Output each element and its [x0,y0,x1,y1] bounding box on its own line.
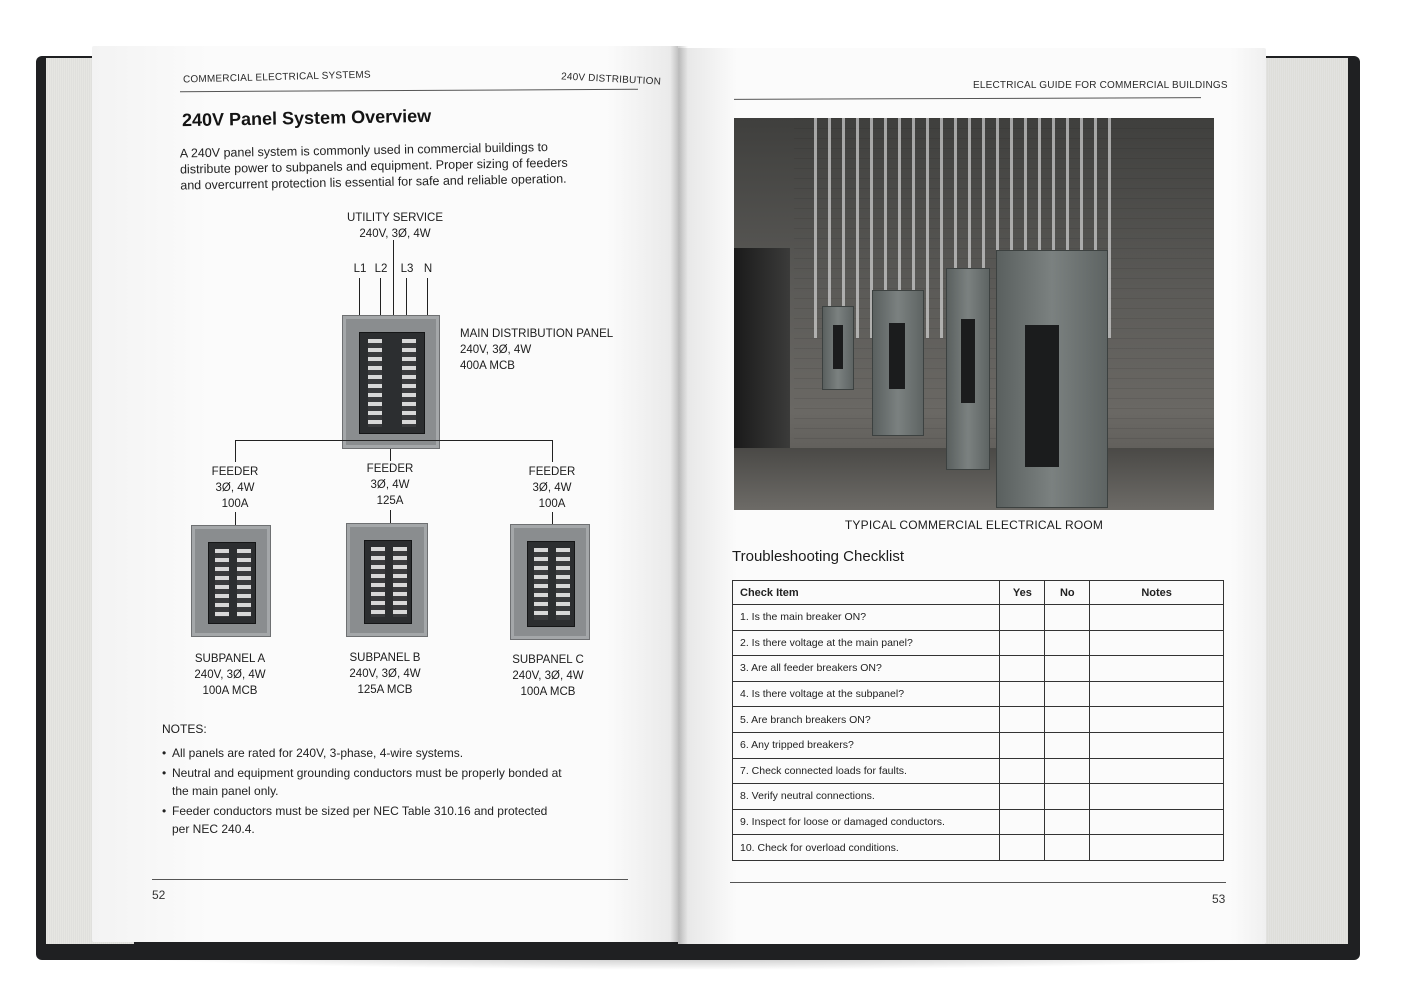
check-item-cell: 4. Is there voltage at the subpanel? [733,681,1000,707]
no-cell[interactable] [1045,707,1090,733]
line-label-n: N [423,263,433,275]
subpanel-c-icon [510,524,590,640]
page-number-left: 52 [152,888,166,902]
wire-sub-a [235,512,236,525]
check-item-cell: 8. Verify neutral connections. [733,784,1000,810]
yes-cell[interactable] [1000,656,1045,682]
yes-cell[interactable] [1000,605,1045,631]
table-row [733,784,1224,810]
yes-cell[interactable] [1000,681,1045,707]
yes-cell[interactable] [1000,784,1045,810]
feeder-c-spec: 3Ø, 4W [532,482,572,494]
subpanel-c-rating: 240V, 3Ø, 4W [512,670,584,682]
subpanel-c-breaker: 100A MCB [520,686,576,698]
note-item: • Neutral and equipment grounding conductors must be properly bonded at the main panel only. [162,764,562,800]
wire-l3 [406,278,407,316]
check-item-cell: 7. Check connected loads for faults. [733,758,1000,784]
feeder-drop-a [235,440,236,462]
main-panel-breaker: 400A MCB [460,360,515,372]
line-label-l3: L3 [400,263,414,275]
notes-heading: NOTES: [162,722,207,736]
no-cell[interactable] [1045,681,1090,707]
subpanel-a-icon [191,525,271,637]
no-cell[interactable] [1045,784,1090,810]
check-item-cell: 9. Inspect for loose or damaged conductors. [733,809,1000,835]
main-distribution-panel-icon [342,315,440,449]
header-notes: Notes [1090,581,1224,605]
page-title: 240V Panel System Overview [181,105,432,131]
notes-cell[interactable] [1090,681,1224,707]
check-item-cell: 6. Any tripped breakers? [733,732,1000,758]
yes-cell[interactable] [1000,758,1045,784]
running-head-right: ELECTRICAL GUIDE FOR COMMERCIAL BUILDINGS [973,80,1228,91]
feeder-c-amps: 100A [538,498,566,510]
check-item-cell: 1. Is the main breaker ON? [733,605,1000,631]
notes-cell[interactable] [1090,784,1224,810]
checklist-title: Troubleshooting Checklist [732,548,905,565]
feeder-a-amps: 100A [221,498,249,510]
feeder-b-label: FEEDER [366,463,414,475]
no-cell[interactable] [1045,656,1090,682]
note-item: • All panels are rated for 240V, 3-phase, 4-wire systems. [162,744,562,762]
no-cell[interactable] [1045,605,1090,631]
notes-cell[interactable] [1090,605,1224,631]
no-cell[interactable] [1045,809,1090,835]
wire-l2 [380,278,381,316]
note-item: • Feeder conductors must be sized per NEC Table 310.16 and protected per NEC 240.4. [162,802,562,838]
notes-cell[interactable] [1090,630,1224,656]
subpanel-b-rating: 240V, 3Ø, 4W [349,668,421,680]
photo-caption: TYPICAL COMMERCIAL ELECTRICAL ROOM [844,518,1104,532]
no-cell[interactable] [1045,630,1090,656]
wire-n [427,278,428,316]
table-row [733,835,1224,861]
yes-cell[interactable] [1000,707,1045,733]
book-gutter [670,46,688,944]
feeder-b-amps: 125A [376,495,404,507]
table-row [733,681,1224,707]
yes-cell[interactable] [1000,732,1045,758]
notes-cell[interactable] [1090,809,1224,835]
wire-service [393,240,394,316]
table-row [733,605,1224,631]
utility-service-rating: 240V, 3Ø, 4W [359,228,431,240]
no-cell[interactable] [1045,758,1090,784]
table-row [733,656,1224,682]
subpanel-a-label: SUBPANEL A [194,653,266,665]
feeder-drop-c [552,440,553,462]
no-cell[interactable] [1045,835,1090,861]
check-item-cell: 2. Is there voltage at the main panel? [733,630,1000,656]
table-row [733,732,1224,758]
table-header-row [733,581,1224,605]
wire-l1 [359,278,360,316]
subpanel-b-breaker: 125A MCB [357,684,413,696]
line-label-l1: L1 [353,263,367,275]
line-label-l2: L2 [374,263,388,275]
feeder-b-spec: 3Ø, 4W [370,479,410,491]
check-item-cell: 3. Are all feeder breakers ON? [733,656,1000,682]
yes-cell[interactable] [1000,809,1045,835]
notes-cell[interactable] [1090,732,1224,758]
notes-cell[interactable] [1090,835,1224,861]
table-row [733,630,1224,656]
table-row [733,758,1224,784]
running-head-left: COMMERCIAL ELECTRICAL SYSTEMS [182,69,371,86]
feeder-c-label: FEEDER [528,466,576,478]
utility-service-label: UTILITY SERVICE [346,212,444,224]
subpanel-a-rating: 240V, 3Ø, 4W [194,669,266,681]
running-head-section: 240V DISTRIBUTION [560,71,662,88]
no-cell[interactable] [1045,732,1090,758]
check-item-cell: 5. Are branch breakers ON? [733,707,1000,733]
notes-cell[interactable] [1090,758,1224,784]
wire-sub-b [390,510,391,523]
page-edges-right [1264,58,1348,944]
subpanel-b-label: SUBPANEL B [349,652,421,664]
table-row [733,809,1224,835]
table-row [733,707,1224,733]
check-item-cell: 10. Check for overload conditions. [733,835,1000,861]
footer-rule-right [730,882,1226,883]
intro-paragraph: A 240V panel system is commonly used in commercial buildings to distribute power to subpanels and equipment. Proper sizing of feeders and overcurrent protection lis essential for safe and reliable operation. [179,140,568,193]
feeder-bus [235,440,553,441]
notes-list [162,744,562,840]
troubleshooting-checklist-table [732,580,1224,861]
header-yes: Yes [1000,581,1045,605]
subpanel-c-label: SUBPANEL C [512,654,584,666]
subpanel-a-breaker: 100A MCB [202,685,258,697]
feeder-drop-b [390,449,391,461]
header-check-item: Check Item [733,581,1000,605]
electrical-room-photo [734,118,1214,510]
header-no: No [1045,581,1090,605]
page-number-right: 53 [1212,892,1226,906]
yes-cell[interactable] [1000,630,1045,656]
notes-cell[interactable] [1090,656,1224,682]
feeder-a-spec: 3Ø, 4W [215,482,255,494]
footer-rule-left [152,879,628,880]
main-panel-label: MAIN DISTRIBUTION PANEL [460,328,614,340]
feeder-a-label: FEEDER [211,466,259,478]
notes-cell[interactable] [1090,707,1224,733]
main-panel-rating: 240V, 3Ø, 4W [460,344,532,356]
yes-cell[interactable] [1000,835,1045,861]
subpanel-b-icon [346,523,428,637]
